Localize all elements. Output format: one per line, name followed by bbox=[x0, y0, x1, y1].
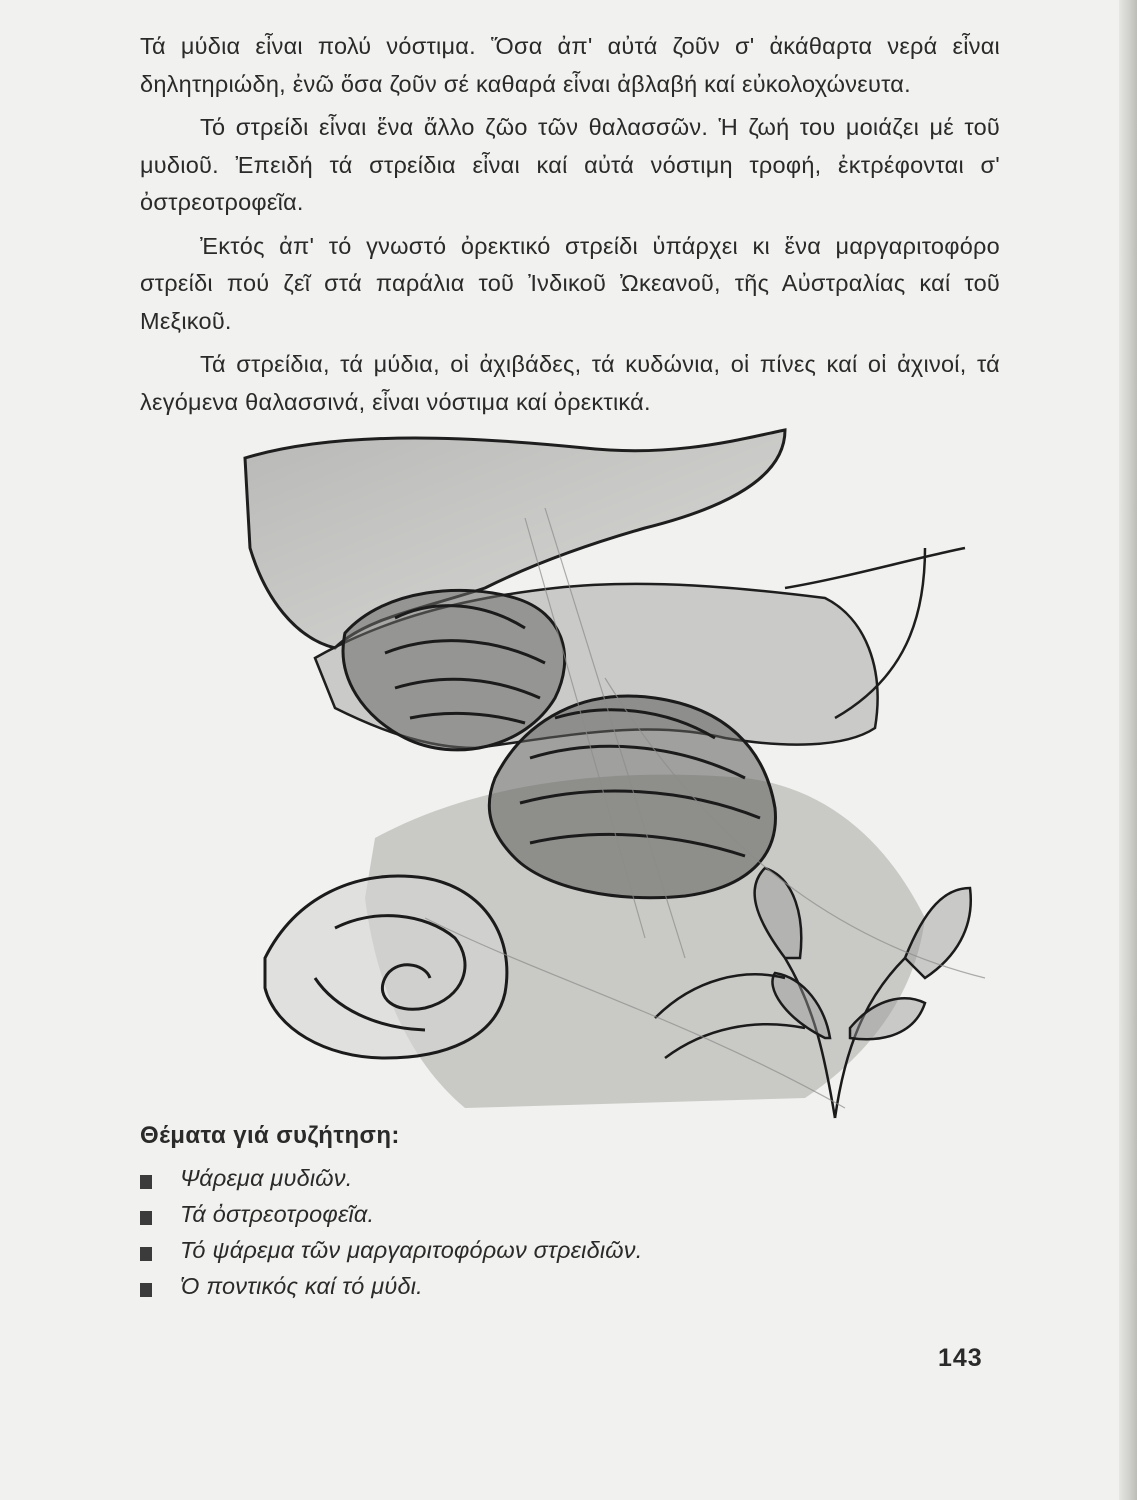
discussion-topic bbox=[140, 1268, 1000, 1304]
oyster-illustration bbox=[225, 418, 1015, 1138]
paragraph-pearl-oyster: Ἐκτός ἀπ' τό γνωστό ὀρεκτικό στρείδι ὑπάρχει κι ἕνα μαργαριτοφόρο στρείδι πού ζεῖ στά παράλια τοῦ Ἰνδικοῦ Ὠκεανοῦ, τῆς Αὐστραλίας καί τοῦ Μεξικοῦ. bbox=[140, 232, 1000, 334]
square-bullet-icon bbox=[140, 1247, 152, 1261]
topic-text: Τό ψάρεμα τῶν μαργαριτοφόρων στρειδιῶν. bbox=[180, 1236, 643, 1263]
topic-text: Ὁ ποντικός καί τό μύδι. bbox=[180, 1272, 423, 1299]
square-bullet-icon bbox=[140, 1175, 152, 1189]
paragraph-oyster: Τό στρείδι εἶναι ἕνα ἄλλο ζῶο τῶν θαλασσῶν. Ἡ ζωή του μοιάζει μέ τοῦ μυδιοῦ. Ἐπειδή τά στρείδια εἶναι καί αὐτά νόστιμη τροφή, ἐκτρέφονται σ' ὀστρεοτροφεῖα. bbox=[140, 114, 1000, 215]
square-bullet-icon bbox=[140, 1283, 152, 1297]
body-text bbox=[140, 28, 1000, 427]
page-binding-edge bbox=[1119, 0, 1137, 1500]
discussion-title: Θέματα γιά συζήτηση: bbox=[140, 1122, 400, 1149]
topic-text: Τά ὀστρεοτροφεῖα. bbox=[180, 1200, 375, 1227]
page-number: 143 bbox=[938, 1344, 983, 1372]
paragraph-seafood: Τά στρείδια, τά μύδια, οἱ ἀχιβάδες, τά κυδώνια, οἱ πίνες καί οἱ ἀχινοί, τά λεγόμενα θαλασσινά, εἶναι νόστιμα καί ὀρεκτικά. bbox=[140, 351, 1000, 415]
discussion-topic bbox=[140, 1196, 1000, 1232]
discussion-section bbox=[140, 1122, 1000, 1304]
topic-text: Ψάρεμα μυδιῶν. bbox=[180, 1164, 353, 1191]
paragraph-mussels: Τά μύδια εἶναι πολύ νόστιμα. Ὅσα ἀπ' αὐτά ζοῦν σ' ἀκάθαρτα νερά εἶναι δηλητηριώδη, ἐνῶ ὅσα ζοῦν σέ καθαρά εἶναι ἀβλαβή καί εὐκολοχώνευτα. bbox=[140, 33, 1000, 97]
discussion-topic bbox=[140, 1232, 1000, 1268]
discussion-topic bbox=[140, 1160, 1000, 1196]
open-oyster-shell bbox=[265, 876, 507, 1058]
square-bullet-icon bbox=[140, 1211, 152, 1225]
